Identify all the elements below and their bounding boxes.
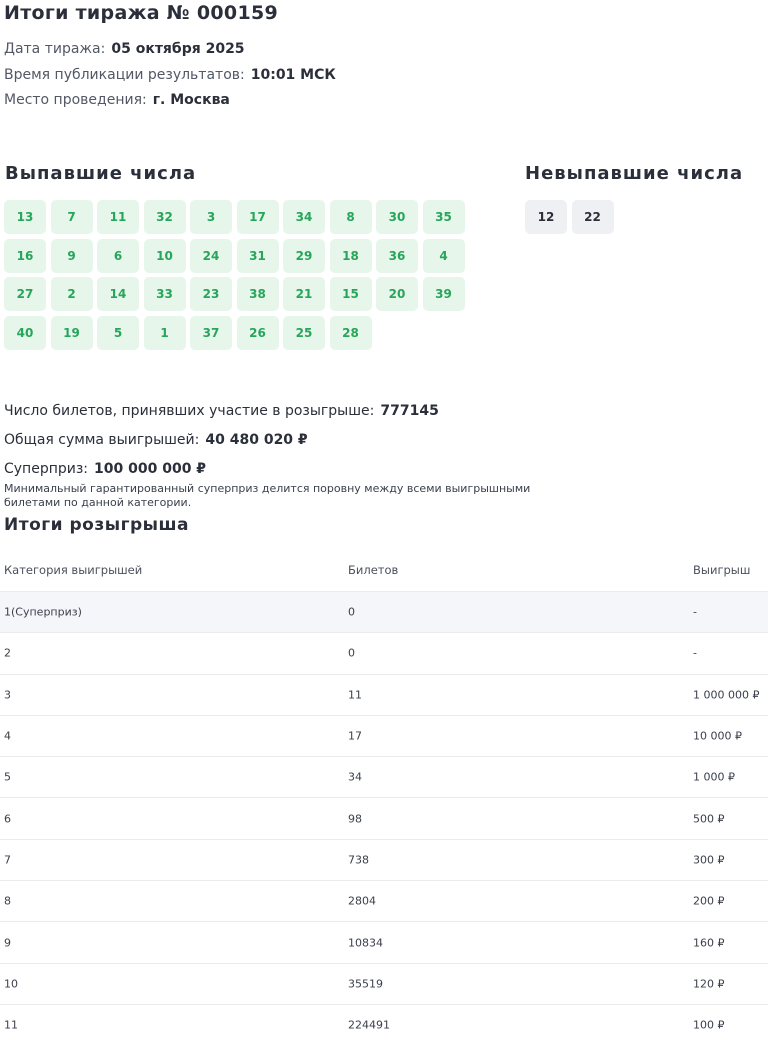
prize-cell: 1 000 ₽ xyxy=(693,770,735,784)
prize-cell: 100 ₽ xyxy=(693,1018,725,1032)
table-row xyxy=(0,632,768,673)
total-winnings-label: Общая сумма выигрышей: xyxy=(4,432,200,448)
drawn-number: 20 xyxy=(376,277,418,311)
table-body xyxy=(0,591,768,1045)
drawn-number: 4 xyxy=(423,239,465,273)
publish-time-label: Время публикации результатов: xyxy=(4,67,245,83)
table-row xyxy=(0,674,768,715)
drawn-number: 23 xyxy=(190,277,232,311)
tickets-cell: 98 xyxy=(348,812,362,826)
drawn-number: 39 xyxy=(423,277,465,311)
prize-cell: 10 000 ₽ xyxy=(693,729,742,743)
drawn-number: 38 xyxy=(237,277,279,311)
drawn-number: 1 xyxy=(144,316,186,350)
draw-date-value: 05 октября 2025 xyxy=(111,41,245,57)
drawn-number: 29 xyxy=(283,239,325,273)
tickets-cell: 11 xyxy=(348,688,362,702)
table-row xyxy=(0,591,768,632)
results-table xyxy=(0,548,768,1045)
undrawn-number: 12 xyxy=(525,200,567,234)
drawn-number: 28 xyxy=(330,316,372,350)
superprize-value: 100 000 000 ₽ xyxy=(94,461,207,477)
tickets-cell: 17 xyxy=(348,729,362,743)
drawn-number: 37 xyxy=(190,316,232,350)
drawn-number: 17 xyxy=(237,200,279,234)
tickets-cell: 2804 xyxy=(348,894,376,908)
column-header-tickets: Билетов xyxy=(348,562,399,577)
table-row xyxy=(0,963,768,1004)
prize-cell: 200 ₽ xyxy=(693,894,725,908)
drawn-number: 34 xyxy=(283,200,325,234)
drawn-number: 14 xyxy=(97,277,139,311)
drawn-numbers-grid xyxy=(4,200,465,350)
table-row xyxy=(0,756,768,797)
drawn-numbers-heading: Выпавшие числа xyxy=(5,163,197,184)
drawn-number: 19 xyxy=(51,316,93,350)
superprize-label: Суперприз: xyxy=(4,461,89,477)
drawn-number: 16 xyxy=(4,239,46,273)
drawn-number: 15 xyxy=(330,277,372,311)
tickets-cell: 10834 xyxy=(348,936,383,950)
table-row xyxy=(0,715,768,756)
total-winnings-value: 40 480 020 ₽ xyxy=(205,432,308,448)
drawn-number: 33 xyxy=(144,277,186,311)
tickets-cell: 35519 xyxy=(348,977,383,991)
prize-cell: - xyxy=(693,605,697,619)
draw-location-label: Место проведения: xyxy=(4,92,147,108)
drawn-number: 40 xyxy=(4,316,46,350)
table-header-row xyxy=(0,548,768,591)
drawn-number: 24 xyxy=(190,239,232,273)
category-cell: 5 xyxy=(4,770,11,784)
drawn-number: 25 xyxy=(283,316,325,350)
drawn-number: 11 xyxy=(97,200,139,234)
table-row xyxy=(0,921,768,962)
draw-location-value: г. Москва xyxy=(152,92,230,108)
drawn-number: 21 xyxy=(283,277,325,311)
drawn-number: 31 xyxy=(237,239,279,273)
publish-time xyxy=(4,66,336,84)
table-row xyxy=(0,880,768,921)
drawn-number: 7 xyxy=(51,200,93,234)
drawn-number: 26 xyxy=(237,316,279,350)
superprize-note: Минимальный гарантированный суперприз делится поровну между всеми выигрышными билетами по данной категории. xyxy=(4,482,531,509)
drawn-number: 18 xyxy=(330,239,372,273)
prize-cell: 1 000 000 ₽ xyxy=(693,688,760,702)
tickets-cell: 0 xyxy=(348,646,355,660)
superprize xyxy=(4,460,206,478)
column-header-category: Категория выигрышей xyxy=(4,562,143,577)
undrawn-number: 22 xyxy=(572,200,614,234)
tickets-cell: 0 xyxy=(348,605,355,619)
category-cell: 1(Суперприз) xyxy=(4,605,82,619)
drawn-number: 32 xyxy=(144,200,186,234)
undrawn-numbers-grid xyxy=(525,200,614,234)
undrawn-numbers-heading: Невыпавшие числа xyxy=(525,163,744,184)
drawn-number: 10 xyxy=(144,239,186,273)
prize-cell: 160 ₽ xyxy=(693,936,725,950)
drawn-number: 13 xyxy=(4,200,46,234)
tickets-count xyxy=(4,402,439,420)
category-cell: 9 xyxy=(4,936,11,950)
drawn-number: 27 xyxy=(4,277,46,311)
tickets-count-label: Число билетов, принявших участие в розыгрыше: xyxy=(4,403,375,419)
drawn-number: 6 xyxy=(97,239,139,273)
drawn-number: 5 xyxy=(97,316,139,350)
publish-time-value: 10:01 МСК xyxy=(250,67,336,83)
table-row xyxy=(0,797,768,838)
tickets-cell: 34 xyxy=(348,770,362,784)
column-header-prize: Выигрыш xyxy=(693,562,751,577)
prize-cell: - xyxy=(693,646,697,660)
drawn-number: 35 xyxy=(423,200,465,234)
category-cell: 6 xyxy=(4,812,11,826)
prize-cell: 300 ₽ xyxy=(693,853,725,867)
drawn-number: 30 xyxy=(376,200,418,234)
category-cell: 7 xyxy=(4,853,11,867)
category-cell: 4 xyxy=(4,729,11,743)
drawn-number: 9 xyxy=(51,239,93,273)
draw-date-label: Дата тиража: xyxy=(4,41,106,57)
results-heading: Итоги розыгрыша xyxy=(4,515,190,535)
drawn-number: 3 xyxy=(190,200,232,234)
prize-cell: 500 ₽ xyxy=(693,812,725,826)
category-cell: 2 xyxy=(4,646,11,660)
tickets-cell: 224491 xyxy=(348,1018,390,1032)
draw-location xyxy=(4,91,230,109)
prize-cell: 120 ₽ xyxy=(693,977,725,991)
category-cell: 11 xyxy=(4,1018,18,1032)
category-cell: 10 xyxy=(4,977,18,991)
tickets-cell: 738 xyxy=(348,853,369,867)
category-cell: 8 xyxy=(4,894,11,908)
total-winnings xyxy=(4,431,308,449)
tickets-count-value: 777145 xyxy=(380,403,439,419)
table-row xyxy=(0,1004,768,1045)
drawn-number: 2 xyxy=(51,277,93,311)
drawn-number: 36 xyxy=(376,239,418,273)
page-title: Итоги тиража № 000159 xyxy=(4,2,279,24)
category-cell: 3 xyxy=(4,688,11,702)
drawn-number: 8 xyxy=(330,200,372,234)
draw-date xyxy=(4,40,245,58)
table-row xyxy=(0,839,768,880)
